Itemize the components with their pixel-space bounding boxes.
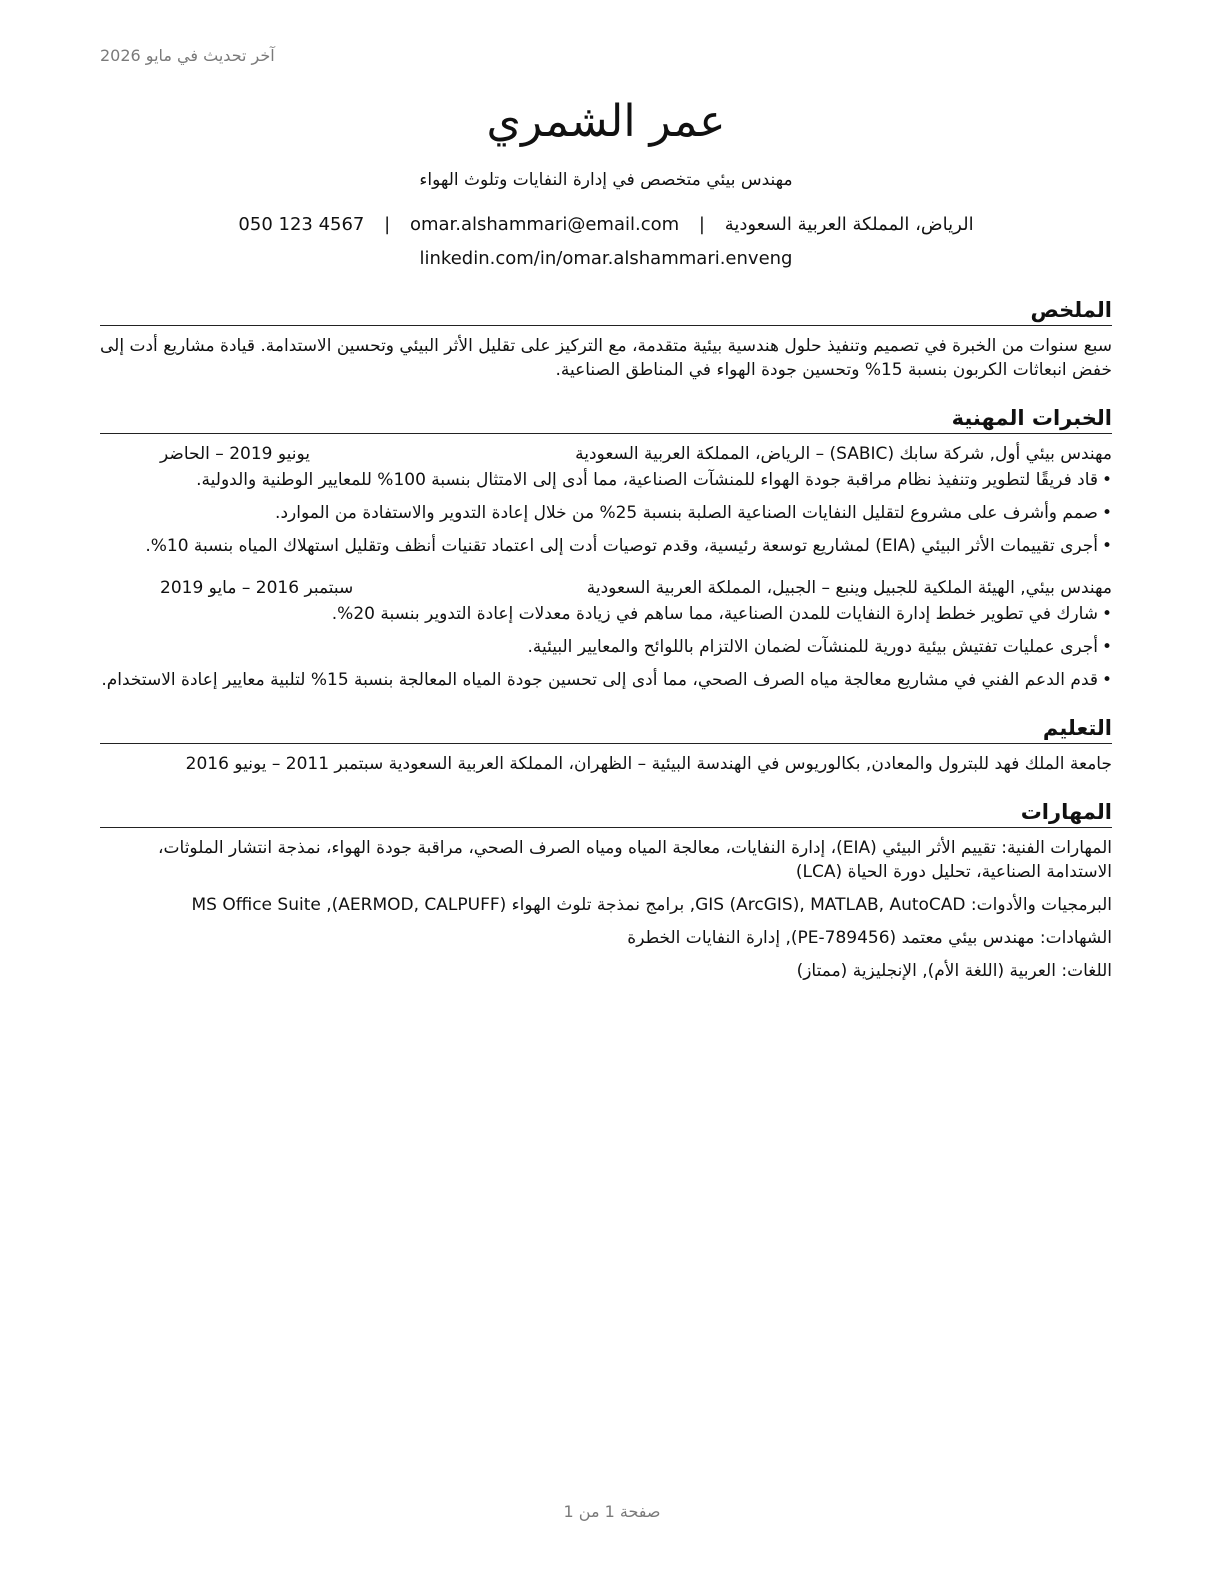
- candidate-name: عمر الشمري: [486, 96, 726, 147]
- contact-email[interactable]: omar.alshammari@email.com: [409, 214, 680, 235]
- job-bullet: • قدم الدعم الفني في مشاريع معالجة مياه الصرف الصحي، مما أدى إلى تحسين جودة المياه المعالجة بنسبة 15% لتلبية معايير إعادة الاستخدام.: [100, 668, 1112, 692]
- skills-certifications: الشهادات: مهندس بيئي معتمد (PE-789456), إدارة النفايات الخطرة: [627, 928, 1112, 948]
- contact-linkedin-line: [100, 246, 1112, 272]
- last-updated-note: آخر تحديث في مايو 2026: [100, 46, 275, 65]
- candidate-title: مهندس بيئي متخصص في إدارة النفايات وتلوث الهواء: [419, 170, 793, 190]
- job-bullet: • أجرى تقييمات الأثر البيئي (EIA) لمشاريع توسعة رئيسية، وقدم توصيات أدت إلى اعتماد تقنيات أنظف وتقليل استهلاك المياه بنسبة 10%.: [100, 534, 1112, 558]
- page-number: صفحة 1 من 1: [563, 1502, 661, 1521]
- summary-text: سبع سنوات من الخبرة في تصميم وتنفيذ حلول هندسية بيئية متقدمة، مع التركيز على تقليل الأثر البيئي وتحسين الاستدامة. قيادة مشاريع أدت إلى خفض انبعاثات الكربون بنسبة 15% وتحسين جودة الهواء في المناطق الصناعية.: [100, 336, 1112, 380]
- contact-linkedin[interactable]: linkedin.com/in/omar.alshammari.enveng: [419, 248, 793, 269]
- section-title-experience: الخبرات المهنية: [100, 404, 1112, 434]
- job-bullets: [100, 468, 1112, 558]
- job-bullet: • أجرى عمليات تفتيش بيئية دورية للمنشآت لضمان الالتزام باللوائح والمعايير البيئية.: [100, 635, 1112, 659]
- education-line: جامعة الملك فهد للبترول والمعادن, بكالوريوس في الهندسة البيئية – الظهران، المملكة العربية السعودية سبتمبر 2011 – يونيو 2016: [185, 754, 1112, 774]
- section-title-education: التعليم: [100, 714, 1112, 744]
- contact-phone: 050 123 4567: [238, 214, 365, 235]
- skills-technical: المهارات الفنية: تقييم الأثر البيئي (EIA)، إدارة النفايات، معالجة المياه ومياه الصرف الصحي، مراقبة جودة الهواء، نمذجة انتشار الملوثات، الاستدامة الصناعية، تحليل دورة الحياة (LCA): [158, 838, 1112, 882]
- skills-languages: اللغات: العربية (اللغة الأم), الإنجليزية (ممتاز): [796, 961, 1112, 981]
- job-bullet: • صمم وأشرف على مشروع لتقليل النفايات الصناعية الصلبة بنسبة 25% من خلال إعادة التدوير والاستفادة من الموارد.: [100, 501, 1112, 525]
- job-bullet: • قاد فريقًا لتطوير وتنفيذ نظام مراقبة جودة الهواء للمنشآت الصناعية، مما أدى إلى الامتثال بنسبة 100% للمعايير الوطنية والدولية.: [100, 468, 1112, 492]
- job-dates: يونيو 2019 – الحاضر: [160, 444, 311, 464]
- job-dates: سبتمبر 2016 – مايو 2019: [160, 578, 354, 598]
- resume-page: [100, 92, 1112, 992]
- contact-separator: |: [384, 214, 391, 235]
- contact-location: الرياض، المملكة العربية السعودية: [724, 214, 974, 235]
- skills-software: البرمجيات والأدوات: GIS (ArcGIS), MATLAB, AutoCAD, برامج نمذجة تلوث الهواء (AERMOD, CALPUFF), MS Office Suite: [191, 895, 1112, 915]
- job-header: [100, 442, 1112, 466]
- job-header: [100, 576, 1112, 600]
- contact-line: [100, 212, 1112, 238]
- job-heading: مهندس بيئي أول, شركة سابك (SABIC) – الرياض، المملكة العربية السعودية: [575, 444, 1112, 464]
- job-heading: مهندس بيئي, الهيئة الملكية للجبيل وينبع – الجبيل، المملكة العربية السعودية: [586, 578, 1112, 598]
- job-entry: [100, 576, 1112, 692]
- job-bullets: [100, 602, 1112, 692]
- job-bullet: • شارك في تطوير خطط إدارة النفايات للمدن الصناعية، مما ساهم في زيادة معدلات إعادة التدوير بنسبة 20%.: [100, 602, 1112, 626]
- section-title-skills: المهارات: [100, 798, 1112, 828]
- job-entry: [100, 442, 1112, 558]
- contact-separator: |: [698, 214, 705, 235]
- section-title-summary: الملخص: [100, 296, 1112, 326]
